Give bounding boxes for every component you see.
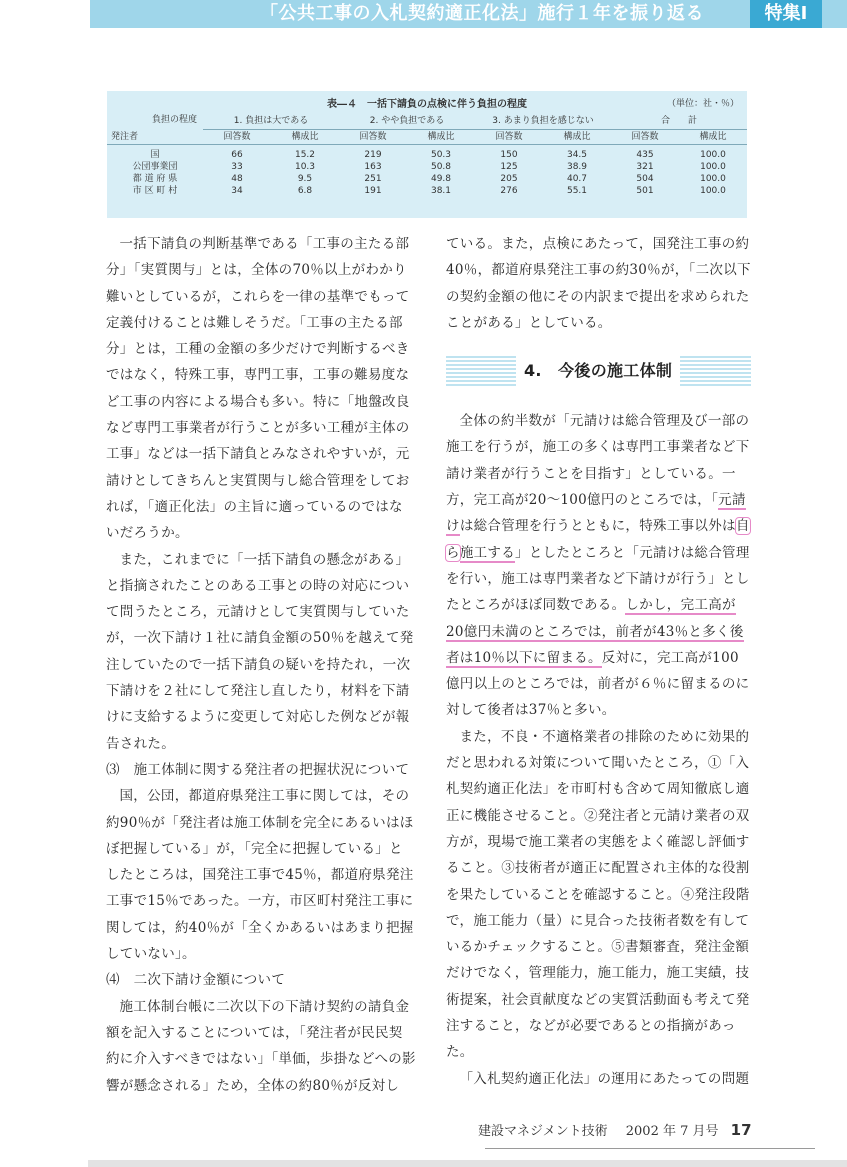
sub-header: 構成比 [543, 130, 611, 145]
text-run: は総合管理を行うとともに，特殊工事以外は [459, 518, 736, 535]
cell: 48 [231, 174, 243, 184]
journal-name: 建設マネジメント技術 [478, 1124, 608, 1139]
underlined-text: しかし，完工高が20億円未満のところでは，前者が43％と多く後者は10％以下に留まる。 [446, 597, 744, 666]
table-row [107, 145, 747, 162]
cell: 66 [231, 150, 243, 160]
cell: 321 [636, 162, 654, 172]
cell: 49.8 [430, 174, 452, 184]
cell: 100.0 [700, 186, 726, 196]
section-title: 4. 今後の施工体制 [516, 356, 680, 386]
sub-header: 回答数 [203, 130, 271, 145]
cell: 100.0 [700, 162, 726, 172]
highlighted-text: 施工する [459, 544, 516, 561]
boxed-text: 自ら [446, 518, 750, 561]
highlighted-text: 元請け [446, 492, 746, 535]
row-label: 公団事業団 [132, 162, 178, 172]
cell: 33 [231, 162, 243, 172]
feature-tag: 特集Ⅰ [750, 0, 822, 28]
table-row [107, 185, 747, 197]
page-number: 17 [730, 1121, 752, 1139]
table-4 [107, 91, 747, 218]
running-header-title: 「公共工事の入札契約適正化法」施行１年を振り返る [260, 3, 704, 24]
table-corner [107, 113, 203, 145]
paragraph: 「入札契約適正化法」の運用にあたっての問題 [459, 1070, 750, 1087]
cell: 55.1 [566, 186, 588, 196]
footer-rule [485, 1148, 815, 1149]
page-footer [478, 1120, 752, 1139]
cell: 205 [500, 174, 518, 184]
table-caption: 表―４ 一括下請負の点検に伴う負担の程度 [327, 99, 527, 110]
paragraph: 一括下請負の判断基準である「工事の主たる部分」「実質関与」とは，全体の70％以上がわかり難いとしているが，これらを一律の基準でもって定義付けることは難しそうだ。「工事の主たる部分」とは，工種の金額の多少だけで判断するべきではなく，特殊工事，専門工事，工事の難易度など工事の内容による場合も多い。特に「地盤改良など専門工事業者が行うことが多い工種が主体の工事」などは一括下請負とみなされやすいが，元請けとしてきちんと実質関与し総合管理をしておれば，「適正化法」の主旨に適っているのではないだろうか。 [106, 236, 410, 542]
cell: 34 [231, 186, 243, 196]
table-row [107, 173, 747, 185]
text-run: 全体の約半数が「元請けは総合管理及び一部の施工を行うが，施工の多くは専門工事業者など下請け業者が行うことを目指す」としている。一方，完工高が20～100億円のところでは，「 [446, 413, 750, 509]
subsection-heading: ⑷ 二次下請け金額について [106, 972, 286, 989]
sub-header: 回答数 [611, 130, 679, 145]
row-label: 国 [150, 150, 160, 160]
cell: 9.5 [297, 174, 313, 184]
cell: 15.2 [294, 150, 316, 160]
cell: 100.0 [700, 174, 726, 184]
cell: 50.8 [430, 162, 452, 172]
group-header: 合 計 [611, 113, 747, 130]
left-column [106, 231, 416, 1099]
table-row [107, 161, 747, 173]
sub-header: 構成比 [679, 130, 747, 145]
row-label: 市 区 町 村 [132, 186, 178, 196]
group-header: 2. やや負担である [339, 113, 475, 130]
cell: 501 [636, 186, 654, 196]
cell: 251 [364, 174, 382, 184]
cell: 276 [500, 186, 518, 196]
cell: 10.3 [294, 162, 316, 172]
cell: 125 [500, 162, 518, 172]
scan-edge [88, 1160, 847, 1167]
cell: 50.3 [430, 150, 452, 160]
table-unit: （単位：社・％） [666, 99, 739, 109]
text-run: 」としたところと「元請けは総合管理を行い，施工は専門業者など下請けが行う」としたところがほぼ同数である。 [446, 544, 750, 614]
paragraph: 施工体制台帳に二次以下の下請け契約の請負金額を記入することについては，「発注者が民民契約に介入すべきではない」「単価，歩掛などへの影響が懸念される」ため，全体の約80％が反対し [106, 998, 416, 1094]
paragraph: ている。また，点検にあたって，国発注工事の約40％，都道府県発注工事の約30％が，「二次以下の契約金額の他にその内訳まで提出を求められたことがある」としている。 [446, 236, 751, 331]
sub-header: 構成比 [271, 130, 339, 145]
section-heading [446, 356, 751, 386]
corner-bottom-label: 発注者 [111, 132, 139, 142]
cell: 191 [364, 186, 382, 196]
cell: 34.5 [566, 150, 588, 160]
paragraph: また，これまでに「一括下請負の懸念がある」と指摘されたことのある工事との時の対応について問うたところ，元請けとして実質関与していたが，一次下請け１社に請負金額の50％を越えて発注していたので一括下請負の疑いを持たれ，一次下請けを２社にして発注し直したり，材料を下請けに支給するように変更して対応した例などが報告された。 [106, 551, 414, 752]
issue-date: 2002 年 7 月号 [625, 1124, 719, 1139]
burden-table [107, 113, 747, 197]
cell: 100.0 [700, 150, 726, 160]
row-label: 都 道 府 県 [132, 174, 178, 184]
sub-header: 回答数 [339, 130, 407, 145]
sub-header: 構成比 [407, 130, 475, 145]
cell: 40.7 [566, 174, 588, 184]
cell: 163 [364, 162, 382, 172]
cell: 6.8 [297, 186, 313, 196]
cell: 38.1 [430, 186, 452, 196]
group-header: 3. あまり負担を感じない [475, 113, 611, 130]
cell: 38.9 [566, 162, 588, 172]
group-header: 1. 負担は大である [203, 113, 339, 130]
sub-header: 回答数 [475, 130, 543, 145]
cell: 150 [500, 150, 518, 160]
paragraph [446, 408, 751, 724]
cell: 435 [636, 150, 654, 160]
subsection-heading: ⑶ 施工体制に関する発注者の把握状況について [106, 761, 410, 778]
cell: 504 [636, 174, 654, 184]
corner-top-label: 負担の程度 [151, 115, 197, 125]
cell: 219 [364, 150, 382, 160]
paragraph: 国，公団，都道府県発注工事に関しては，その約90％が「発注者は施工体制を完全にあるいはほぼ把握している」が，「完全に把握している」としたところは，国発注工事で45％，都道府県発注工事で15％であった。一方，市区町村発注工事に関しては，約40％が「全くかあるいはあまり把握していない」。 [106, 788, 414, 963]
right-column [446, 231, 751, 1092]
text-run: 反対に，完工高が100億円以上のところでは，前者が６％に留まるのに対して後者は37％と多い。 [446, 649, 750, 719]
paragraph: また，不良・不適格業者の排除のために効果的だと思われる対策について聞いたところ，①「入札契約適正化法」を市町村も含めて周知徹底し適正に機能させること。②発注者と元請け業者の双方が，現場で施工業者の実態をよく確認し評価すること。③技術者が適正に配置され主体的な役割を果たしていることを確認すること。④発注段階で，施工能力（量）に見合った技術者数を有しているかチェックすること。⑤書類審査，発注金額だけでなく，管理能力，施工能力，施工実績，技術提案，社会貢献度などの実質活動面も考えて発注すること，などが必要であるとの指摘があった。 [446, 728, 750, 1061]
